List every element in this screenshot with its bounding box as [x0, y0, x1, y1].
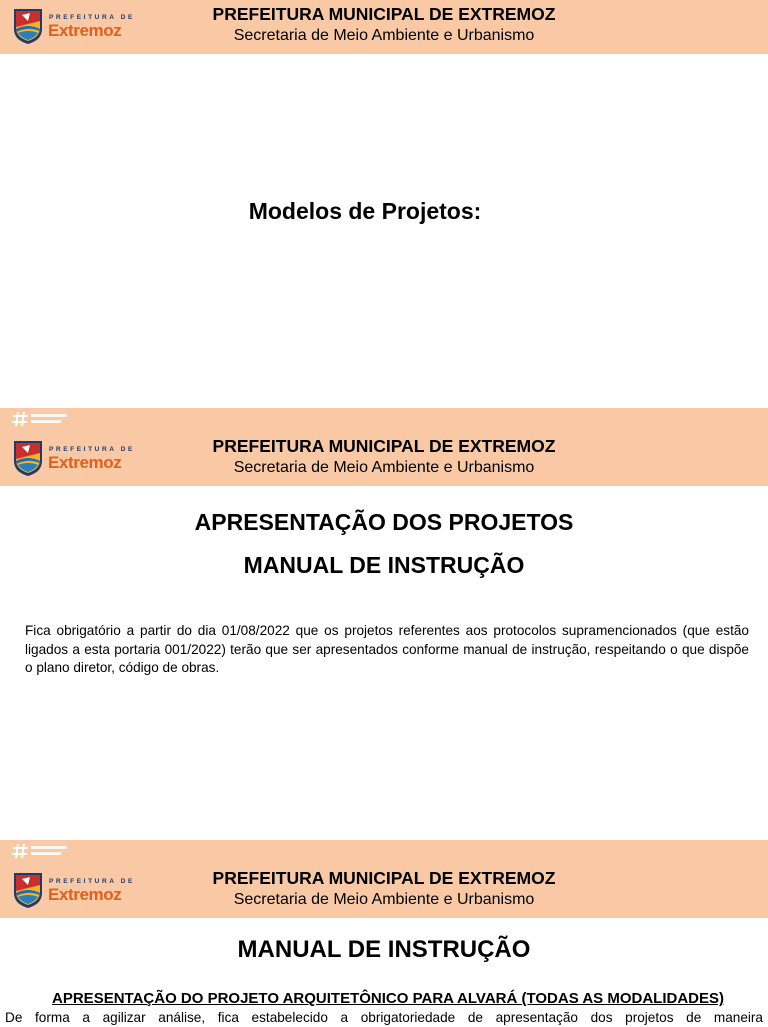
header-title: PREFEITURA MUNICIPAL DE EXTREMOZ — [212, 868, 556, 888]
header-subtitle: Secretaria de Meio Ambiente e Urbanismo — [233, 459, 535, 476]
header-title: PREFEITURA MUNICIPAL DE EXTREMOZ — [212, 4, 556, 24]
document-page-1 — [0, 0, 768, 408]
page-header — [0, 432, 768, 486]
manual-heading: MANUAL DE INSTRUÇÃO — [237, 936, 531, 963]
prefeitura-logo — [12, 870, 136, 912]
analysis-paragraph: De forma a agilizar análise, fica estabelecido a obrigatoriedade de apresentação dos projetos de maneira — [5, 1010, 763, 1025]
hashtag-mark-icon — [12, 840, 72, 864]
manual-heading: MANUAL DE INSTRUÇÃO — [243, 552, 525, 578]
logo-city-text: Extremoz — [48, 885, 122, 904]
obligation-paragraph: Fica obrigatório a partir do dia 01/08/2022 que os projetos referentes aos protocolos supramencionados (que estão ligados a esta portaria 001/2022) terão que ser apresentados conforme manual de instrução, respeitando o que dispõe o plano diretor, código de obras. — [25, 623, 749, 675]
logo-small-text: PREFEITURA DE — [49, 14, 135, 21]
header-title: PREFEITURA MUNICIPAL DE EXTREMOZ — [212, 436, 556, 456]
municipal-crest-icon — [12, 7, 44, 45]
prefeitura-logo — [12, 438, 136, 480]
municipal-crest-icon — [12, 871, 44, 909]
logo-city-text: Extremoz — [48, 21, 122, 40]
models-heading: Modelos de Projetos: — [248, 198, 482, 224]
prefeitura-logo — [12, 6, 136, 48]
logo-small-text: PREFEITURA DE — [49, 878, 135, 885]
page-header — [0, 864, 768, 918]
logo-small-text: PREFEITURA DE — [49, 446, 135, 453]
presentation-heading: APRESENTAÇÃO DOS PROJETOS — [194, 509, 574, 535]
architectural-project-section-heading: APRESENTAÇÃO DO PROJETO ARQUITETÔNICO PARA ALVARÁ (TODAS AS MODALIDADES) — [52, 990, 724, 1007]
municipal-crest-icon — [12, 439, 44, 477]
hashtag-mark-icon — [12, 408, 72, 432]
page-header — [0, 0, 768, 54]
logo-city-text: Extremoz — [48, 453, 122, 472]
header-subtitle: Secretaria de Meio Ambiente e Urbanismo — [233, 891, 535, 908]
document-page-3 — [0, 840, 768, 1024]
document-page-2 — [0, 408, 768, 840]
header-subtitle: Secretaria de Meio Ambiente e Urbanismo — [233, 27, 535, 44]
